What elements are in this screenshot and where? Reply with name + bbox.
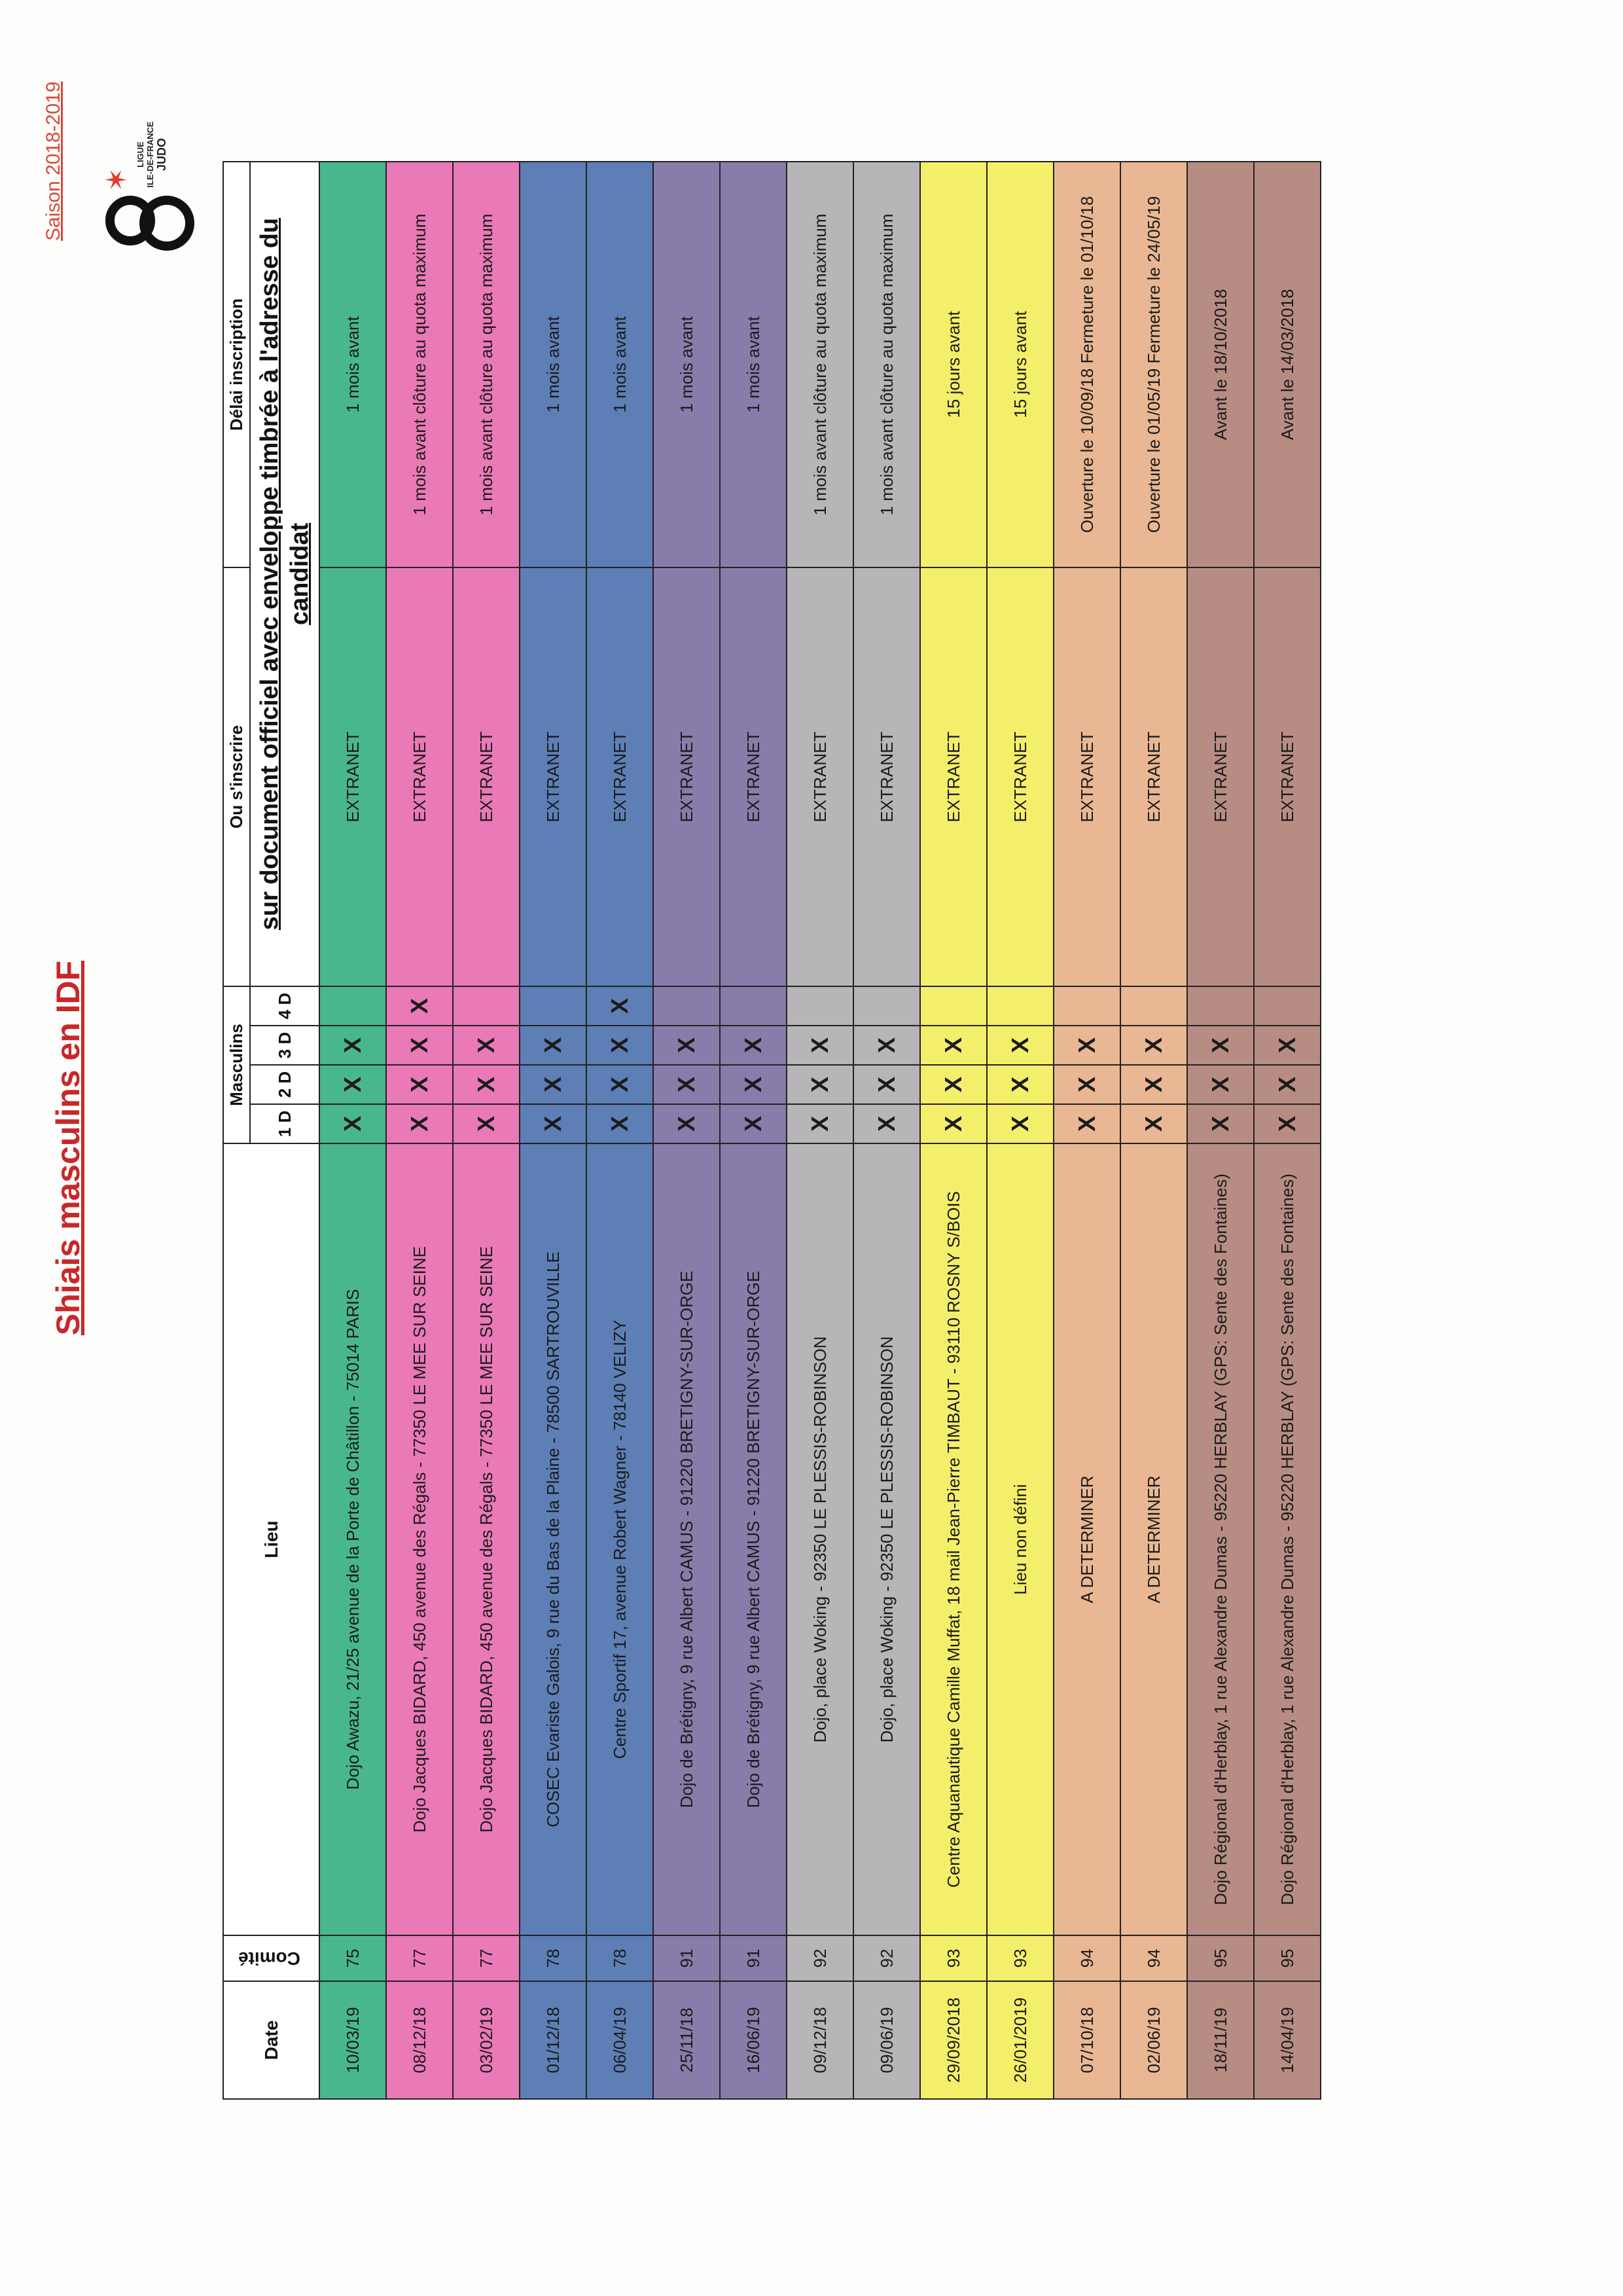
grade-1d-cell: X — [520, 1104, 586, 1143]
grade-1d-cell: X — [453, 1104, 520, 1143]
comite-cell: 92 — [853, 1935, 920, 1981]
grade-3d-cell: X — [453, 1026, 520, 1065]
delai-cell: 1 mois avant clôture au quota maximum — [787, 162, 853, 567]
comite-cell: 78 — [586, 1935, 653, 1981]
grade-3d-cell: X — [586, 1026, 653, 1065]
comite-cell: 91 — [653, 1935, 720, 1981]
grade-2d-cell: X — [1187, 1065, 1254, 1104]
grade-4d-cell — [987, 986, 1054, 1026]
date-cell: 01/12/18 — [520, 1981, 586, 2099]
grade-3d-cell: X — [319, 1026, 386, 1065]
comite-cell: 77 — [453, 1935, 520, 1981]
grade-1d-cell: X — [1254, 1104, 1321, 1143]
delai-cell: Avant le 18/10/2018 — [1187, 162, 1254, 567]
comite-cell: 92 — [787, 1935, 853, 1981]
delai-cell: Ouverture le 10/09/18 Fermeture le 01/10/18 — [1054, 162, 1120, 567]
comite-cell: 94 — [1054, 1935, 1120, 1981]
grade-1d-cell: X — [987, 1104, 1054, 1143]
grade-1d-cell: X — [386, 1104, 453, 1143]
grade-2d-cell: X — [520, 1065, 586, 1104]
lieu-cell: Dojo, place Woking - 92350 LE PLESSIS-ROBINSON — [787, 1143, 853, 1935]
delai-cell: Ouverture le 01/05/19 Fermeture le 24/05/19 — [1120, 162, 1187, 567]
comite-cell: 77 — [386, 1935, 453, 1981]
date-cell: 14/04/19 — [1254, 1981, 1321, 2099]
delai-cell: 1 mois avant — [319, 162, 386, 567]
delai-cell: Avant le 14/03/2018 — [1254, 162, 1321, 567]
grade-4d-cell — [1054, 986, 1120, 1026]
grade-3d-cell: X — [720, 1026, 787, 1065]
lieu-cell: Centre Sportif 17, avenue Robert Wagner - 78140 VELIZY — [586, 1143, 653, 1935]
grade-1d-cell: X — [787, 1104, 853, 1143]
grade-1d-cell: X — [1054, 1104, 1120, 1143]
table-row — [987, 162, 1054, 2099]
grade-2d-cell: X — [920, 1065, 987, 1104]
date-cell: 16/06/19 — [720, 1981, 787, 2099]
comite-cell: 91 — [720, 1935, 787, 1981]
ou-sinscrire-cell: EXTRANET — [1187, 567, 1254, 986]
grade-3d-cell: X — [1254, 1026, 1321, 1065]
date-cell: 09/12/18 — [787, 1981, 853, 2099]
lieu-cell: Dojo Jacques BIDARD, 450 avenue des Régals - 77350 LE MEE SUR SEINE — [453, 1143, 520, 1935]
header-comite: Comité — [223, 1935, 319, 1981]
header-grade-1d: 1 D — [250, 1104, 319, 1143]
grade-4d-cell — [520, 986, 586, 1026]
grade-3d-cell: X — [853, 1026, 920, 1065]
date-cell: 09/06/19 — [853, 1981, 920, 2099]
page-title: Shiais masculins en IDF — [50, 960, 86, 1336]
comite-cell: 95 — [1187, 1935, 1254, 1981]
delai-cell: 1 mois avant clôture au quota maximum — [453, 162, 520, 567]
header-date: Date — [223, 1981, 319, 2099]
date-cell: 18/11/19 — [1187, 1981, 1254, 2099]
grade-2d-cell: X — [1054, 1065, 1120, 1104]
lieu-cell: Dojo Régional d'Herblay, 1 rue Alexandre Dumas - 95220 HERBLAY (GPS: Sente des Fontaines) — [1187, 1143, 1254, 1935]
grade-3d-cell: X — [653, 1026, 720, 1065]
date-cell: 08/12/18 — [386, 1981, 453, 2099]
table-row — [720, 162, 787, 2099]
comite-cell: 95 — [1254, 1935, 1321, 1981]
logo-star-icon: ✶ — [101, 168, 133, 192]
date-cell: 25/11/18 — [653, 1981, 720, 2099]
comite-cell: 93 — [920, 1935, 987, 1981]
grade-2d-cell: X — [787, 1065, 853, 1104]
header-grade-3d: 3 D — [250, 1026, 319, 1065]
ou-sinscrire-cell: EXTRANET — [586, 567, 653, 986]
ou-sinscrire-cell: EXTRANET — [987, 567, 1054, 986]
grade-3d-cell: X — [520, 1026, 586, 1065]
table-row — [653, 162, 720, 2099]
grade-2d-cell: X — [1120, 1065, 1187, 1104]
grade-1d-cell: X — [1120, 1104, 1187, 1143]
grade-3d-cell: X — [1120, 1026, 1187, 1065]
grade-1d-cell: X — [653, 1104, 720, 1143]
lieu-cell: A DETERMINER — [1120, 1143, 1187, 1935]
grade-4d-cell — [1187, 986, 1254, 1026]
date-cell: 10/03/19 — [319, 1981, 386, 2099]
header-grade-4d: 4 D — [250, 986, 319, 1026]
date-cell: 29/09/2018 — [920, 1981, 987, 2099]
ligue-logo — [101, 113, 213, 264]
grade-4d-cell — [787, 986, 853, 1026]
header-grade-2d: 2 D — [250, 1065, 319, 1104]
grade-1d-cell: X — [720, 1104, 787, 1143]
grade-3d-cell: X — [386, 1026, 453, 1065]
header-masculins: Masculins — [223, 986, 250, 1143]
grade-2d-cell: X — [386, 1065, 453, 1104]
lieu-cell: Dojo Régional d'Herblay, 1 rue Alexandre Dumas - 95220 HERBLAY (GPS: Sente des Fontaines) — [1254, 1143, 1321, 1935]
grade-1d-cell: X — [853, 1104, 920, 1143]
grade-4d-cell — [453, 986, 520, 1026]
ou-sinscrire-cell: EXTRANET — [853, 567, 920, 986]
grade-3d-cell: X — [987, 1026, 1054, 1065]
header-ou-subtitle: sur document officiel avec enveloppe timbrée à l'adresse du candidat — [250, 162, 319, 986]
ou-sinscrire-cell: EXTRANET — [1254, 567, 1321, 986]
date-cell: 03/02/19 — [453, 1981, 520, 2099]
ou-sinscrire-cell: EXTRANET — [720, 567, 787, 986]
delai-cell: 1 mois avant — [520, 162, 586, 567]
lieu-cell: Dojo, place Woking - 92350 LE PLESSIS-ROBINSON — [853, 1143, 920, 1935]
comite-cell: 75 — [319, 1935, 386, 1981]
grade-3d-cell: X — [1187, 1026, 1254, 1065]
table-row — [453, 162, 520, 2099]
grade-3d-cell: X — [787, 1026, 853, 1065]
table-row — [787, 162, 853, 2099]
grade-2d-cell: X — [453, 1065, 520, 1104]
grade-2d-cell: X — [1254, 1065, 1321, 1104]
delai-cell: 15 jours avant — [987, 162, 1054, 567]
grade-1d-cell: X — [920, 1104, 987, 1143]
grade-2d-cell: X — [987, 1065, 1054, 1104]
logo-mark-icon — [101, 192, 187, 251]
lieu-cell: Dojo Awazu, 21/25 avenue de la Porte de Châtillon - 75014 PARIS — [319, 1143, 386, 1935]
grade-2d-cell: X — [319, 1065, 386, 1104]
lieu-cell: Lieu non défini — [987, 1143, 1054, 1935]
delai-cell: 1 mois avant — [720, 162, 787, 567]
shiai-table — [223, 161, 1321, 2100]
lieu-cell: A DETERMINER — [1054, 1143, 1120, 1935]
grade-2d-cell: X — [653, 1065, 720, 1104]
grade-4d-cell: X — [386, 986, 453, 1026]
lieu-cell: Centre Aquanautique Camille Muffat, 18 mail Jean-Pierre TIMBAUT - 93110 ROSNY S/BOIS — [920, 1143, 987, 1935]
grade-1d-cell: X — [586, 1104, 653, 1143]
grade-3d-cell: X — [920, 1026, 987, 1065]
ou-sinscrire-cell: EXTRANET — [920, 567, 987, 986]
table-row — [1254, 162, 1321, 2099]
logo-text: LIGUE ILE-DE-FRANCE JUDO — [135, 121, 168, 188]
table-row — [1187, 162, 1254, 2099]
ou-sinscrire-cell: EXTRANET — [319, 567, 386, 986]
grade-4d-cell — [1120, 986, 1187, 1026]
grade-1d-cell: X — [1187, 1104, 1254, 1143]
ou-sinscrire-cell: EXTRANET — [1120, 567, 1187, 986]
header-delai: Délai inscription — [223, 162, 250, 567]
delai-cell: 1 mois avant clôture au quota maximum — [386, 162, 453, 567]
table-row — [586, 162, 653, 2099]
delai-cell: 1 mois avant clôture au quota maximum — [853, 162, 920, 567]
grade-4d-cell: X — [586, 986, 653, 1026]
lieu-cell: Dojo de Brétigny, 9 rue Albert CAMUS - 91220 BRETIGNY-SUR-ORGE — [653, 1143, 720, 1935]
table-row — [920, 162, 987, 2099]
header-ou-sinscrire: Ou s'inscrire — [223, 567, 250, 986]
table-body — [319, 162, 1321, 2099]
grade-2d-cell: X — [853, 1065, 920, 1104]
lieu-cell: Dojo de Brétigny, 9 rue Albert CAMUS - 91220 BRETIGNY-SUR-ORGE — [720, 1143, 787, 1935]
grade-4d-cell — [319, 986, 386, 1026]
comite-cell: 94 — [1120, 1935, 1187, 1981]
ou-sinscrire-cell: EXTRANET — [653, 567, 720, 986]
date-cell: 02/06/19 — [1120, 1981, 1187, 2099]
table-row — [520, 162, 586, 2099]
grade-4d-cell — [1254, 986, 1321, 1026]
lieu-cell: Dojo Jacques BIDARD, 450 avenue des Régals - 77350 LE MEE SUR SEINE — [386, 1143, 453, 1935]
header-lieu: Lieu — [223, 1143, 319, 1935]
grade-1d-cell: X — [319, 1104, 386, 1143]
comite-cell: 93 — [987, 1935, 1054, 1981]
date-cell: 26/01/2019 — [987, 1981, 1054, 2099]
grade-4d-cell — [653, 986, 720, 1026]
grade-4d-cell — [720, 986, 787, 1026]
delai-cell: 1 mois avant — [586, 162, 653, 567]
grade-2d-cell: X — [720, 1065, 787, 1104]
lieu-cell: COSEC Evariste Galois, 9 rue du Bas de la Plaine - 78500 SARTROUVILLE — [520, 1143, 586, 1935]
table-row — [319, 162, 386, 2099]
season-label: Saison 2018-2019 — [43, 81, 64, 241]
ou-sinscrire-cell: EXTRANET — [386, 567, 453, 986]
date-cell: 06/04/19 — [586, 1981, 653, 2099]
table-row — [386, 162, 453, 2099]
delai-cell: 15 jours avant — [920, 162, 987, 567]
grade-2d-cell: X — [586, 1065, 653, 1104]
date-cell: 07/10/18 — [1054, 1981, 1120, 2099]
table-row — [853, 162, 920, 2099]
ou-sinscrire-cell: EXTRANET — [787, 567, 853, 986]
grade-3d-cell: X — [1054, 1026, 1120, 1065]
table-row — [1054, 162, 1120, 2099]
grade-4d-cell — [853, 986, 920, 1026]
ou-sinscrire-cell: EXTRANET — [453, 567, 520, 986]
ou-sinscrire-cell: EXTRANET — [520, 567, 586, 986]
ou-sinscrire-cell: EXTRANET — [1054, 567, 1120, 986]
delai-cell: 1 mois avant — [653, 162, 720, 567]
table-row — [1120, 162, 1187, 2099]
comite-cell: 78 — [520, 1935, 586, 1981]
grade-4d-cell — [920, 986, 987, 1026]
